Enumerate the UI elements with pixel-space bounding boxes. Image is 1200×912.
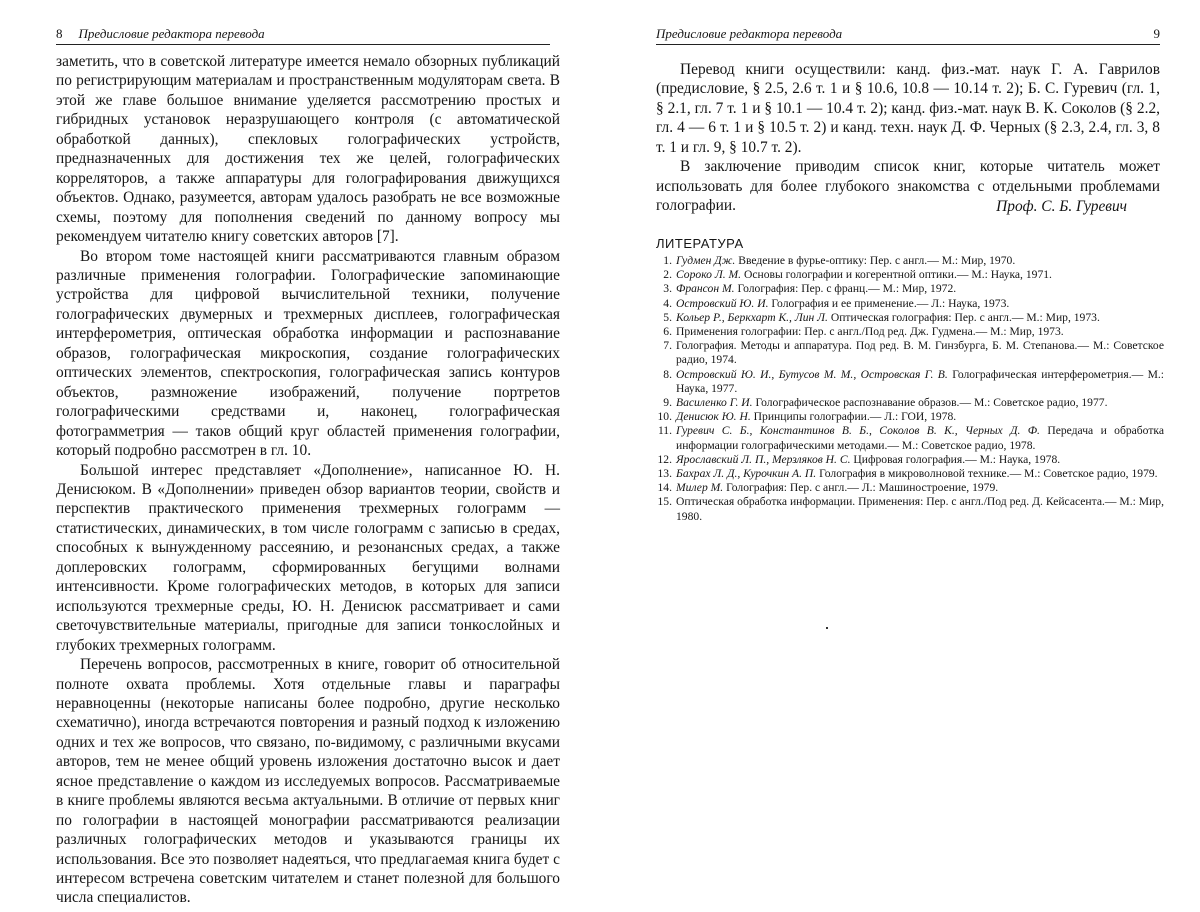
reference-text: Основы голографии и когерентной оптики.— М.: Наука, 1971. — [744, 268, 1052, 282]
reference-authors: Василенко Г. И. — [676, 396, 753, 410]
reference-item — [656, 297, 1164, 311]
reference-number: 15. — [657, 495, 672, 509]
reference-item — [656, 396, 1164, 410]
reference-item — [656, 424, 1164, 452]
reference-text: Голографическое распознавание образов.— М.: Советское радио, 1977. — [755, 396, 1108, 410]
right-page-number: 9 — [1153, 26, 1160, 41]
literature-heading: ЛИТЕРАТУРА — [656, 236, 744, 251]
reference-text: Голографическая интерферометрия.— М.: Наука, 1977. — [676, 367, 1165, 395]
reference-authors: Сороко Л. М. — [676, 268, 742, 282]
right-running-head — [656, 26, 1160, 42]
left-page-number: 8 — [56, 26, 63, 41]
reference-text: Принципы голографии.— Л.: ГОИ, 1978. — [753, 410, 957, 424]
reference-number: 7. — [663, 339, 672, 353]
reference-authors: Милер М. — [676, 481, 724, 495]
reference-authors: Островский Ю. И., Бутусов М. М., Островская Г. В. — [676, 367, 948, 381]
reference-text: Применения голографии: Пер. с англ./Под ред. Дж. Гудмена.— М.: Мир, 1973. — [676, 325, 1064, 339]
reference-number: 5. — [663, 310, 672, 324]
reference-number: 12. — [657, 452, 672, 466]
reference-authors: Кольер Р., Беркхарт К., Лин Л. — [676, 310, 828, 324]
left-body-text — [56, 52, 560, 908]
left-paragraph-2: Во втором томе настоящей книги рассматриваются главным образом различные применения голографии. Голографические запоминающие устройства для цифровой вычислительной техники, получение голографических двумерных и трехмерных дисплеев, голографическая интерферометрия, оптическая обработка информации и распознавание образов, голографическая микроскопия, создание голографических оптических элементов, спектроскопия, голографическая запись контуров объектов, размножение изображений, получение портретов голографическими средствами и, наконец, голографическая фотограмметрия — таков общий круг областей применения голографии, который подробно рассмотрен в гл. 10. — [56, 247, 560, 460]
left-header-rule — [56, 44, 550, 45]
reference-item — [656, 325, 1164, 339]
speck-mark — [826, 627, 828, 629]
reference-authors: Ярославский Л. П., Мерзляков Н. С. — [676, 452, 851, 466]
right-paragraph-1: Перевод книги осуществили: канд. физ.-мат. наук Г. А. Гаврилов (предисловие, § 2.5, 2.6 т. 1 и § 10.6, 10.8 — 10.14 т. 2); Б. С. Гуревич (гл. 1, § 2.1, гл. 7 т. 1 и § 10.1 — 10.4 т. 2); канд. физ.-мат. наук В. К. Соколов (§ 2.2, гл. 4 — 6 т. 1 и § 10.5 т. 2) и канд. техн. наук Д. Ф. Черных (§ 2.3, 2.4, гл. 3, 8 т. 1 и гл. 9, § 10.7 т. 2). — [656, 61, 1160, 156]
reference-text: Голография и ее применение.— Л.: Наука, 1973. — [771, 296, 1010, 310]
right-paragraph-2: В заключение приводим список книг, которые читатель может использовать для более глубокого знакомства с отдельными проблемами голографии. — [656, 158, 1160, 215]
reference-item — [656, 311, 1164, 325]
right-page — [600, 0, 1200, 912]
reference-number: 2. — [663, 268, 672, 282]
reference-text: Цифровая голография.— М.: Наука, 1978. — [853, 452, 1061, 466]
left-running-head-title: Предисловие редактора перевода — [78, 26, 265, 41]
reference-text: Голография в микроволновой технике.— М.: Советское радио, 1979. — [819, 467, 1158, 481]
reference-number: 6. — [663, 325, 672, 339]
reference-item — [656, 339, 1164, 367]
reference-authors: Бахрах Л. Д., Курочкин А. П. — [676, 467, 817, 481]
reference-number: 10. — [657, 410, 672, 424]
reference-list — [656, 254, 1164, 524]
reference-item — [656, 453, 1164, 467]
reference-item — [656, 254, 1164, 268]
reference-authors: Денисюк Ю. Н. — [676, 410, 751, 424]
reference-number: 14. — [657, 481, 672, 495]
reference-text: Оптическая обработка информации. Применения: Пер. с англ./Под ред. Д. Кейсасента.— М.: Мир, 1980. — [676, 495, 1164, 523]
reference-authors: Франсон М. — [676, 282, 735, 296]
reference-item — [656, 268, 1164, 282]
reference-number: 3. — [663, 282, 672, 296]
reference-authors: Островский Ю. И. — [676, 296, 769, 310]
editor-signature: Проф. С. Б. Гуревич — [996, 198, 1127, 215]
reference-item — [656, 481, 1164, 495]
reference-authors: Гуревич С. Б., Константинов В. Б., Соколов В. К., Черных Д. Ф. — [676, 424, 1040, 438]
reference-number: 4. — [663, 296, 672, 310]
reference-number: 8. — [663, 367, 672, 381]
left-running-head — [56, 26, 265, 42]
right-body-text — [656, 60, 1160, 216]
reference-text: Голография: Пер. с англ.— Л.: Машиностроение, 1979. — [726, 481, 999, 495]
reference-text: Введение в фурье-оптику: Пер. с англ.— М.: Мир, 1970. — [738, 254, 1016, 267]
reference-item — [656, 368, 1164, 396]
reference-text: Передача и обработка информации голографическими методами.— М.: Советское радио, 1978. — [676, 424, 1164, 452]
reference-number: 11. — [657, 424, 672, 438]
reference-text: Голография: Пер. с франц.— М.: Мир, 1972. — [737, 282, 957, 296]
reference-item — [656, 495, 1164, 523]
right-running-head-title: Предисловие редактора перевода — [656, 26, 843, 41]
left-paragraph-4: Перечень вопросов, рассмотренных в книге, говорит об относительной полноте охвата проблемы. Хотя отдельные главы и параграфы неравноценны (некоторые написаны более подробно, другие несколько схематично), иногда встречаются повторения и разный подход к изложению одних и тех же вопросов, что связано, по-видимому, с различными вкусами авторов, тем не менее общий уровень изложения достаточно высок и дает ясное представление о каждом из исследуемых вопросов. Рассматриваемые в книге проблемы являются весьма актуальными. В отличие от первых книг по голографии в настоящей монографии рассматриваются реализации различных голографических методов и указываются границы их использования. Все это позволяет надеяться, что предлагаемая книга будет с интересом встречена советским читателем и станет полезной для большого числа специалистов. — [56, 656, 560, 907]
reference-text: Оптическая голография: Пер. с англ.— М.: Мир, 1973. — [830, 310, 1100, 324]
reference-item — [656, 467, 1164, 481]
left-paragraph-1: заметить, что в советской литературе имеется немало обзорных публикаций по регистрирующим материалам и пространственным модуляторам света. В этой же главе большое внимание уделяется рассмотрению простых и гибридных установок неразрушающего контроля (с автоматической обработкой данных), спекловых голографических устройств, предназначенных для достижения тех же целей, голографических корреляторов, а также аппаратуры для голографирования движущихся объектов. Однако, разумеется, авторам удалось разобрать не все возможные схемы, поэтому для пополнения сведений по данному вопросу мы рекомендуем читателю книгу советских авторов [7]. — [56, 53, 560, 246]
left-paragraph-3: Большой интерес представляет «Дополнение», написанное Ю. Н. Денисюком. В «Дополнении» приведен обзор вариантов теории, свойств и перспектив практического применения трехмерных голограмм — статистических, динамических, в том числе голограмм с записью в средах, способных к вынужденному рассеянию, и резонансных средах, а также доплеровских голограмм, сформированных бегущими волнами интенсивности. Кроме голографических методов, в которых для записи используются трехмерные среды, Ю. Н. Денисюк рассматривает и сами светочувствительные материалы, пригодные для записи тонкослойных и глубоких трехмерных голограмм. — [56, 461, 560, 654]
reference-item — [656, 410, 1164, 424]
reference-text: Голография. Методы и аппаратура. Под ред. В. М. Гинзбурга, Б. М. Степанова.— М.: Советское радио, 1974. — [676, 339, 1164, 367]
right-header-rule — [656, 44, 1160, 45]
reference-number: 1. — [663, 254, 672, 267]
reference-item — [656, 282, 1164, 296]
reference-number: 13. — [657, 467, 672, 481]
reference-number: 9. — [663, 396, 672, 410]
reference-authors: Гудмен Дж. — [676, 254, 736, 267]
